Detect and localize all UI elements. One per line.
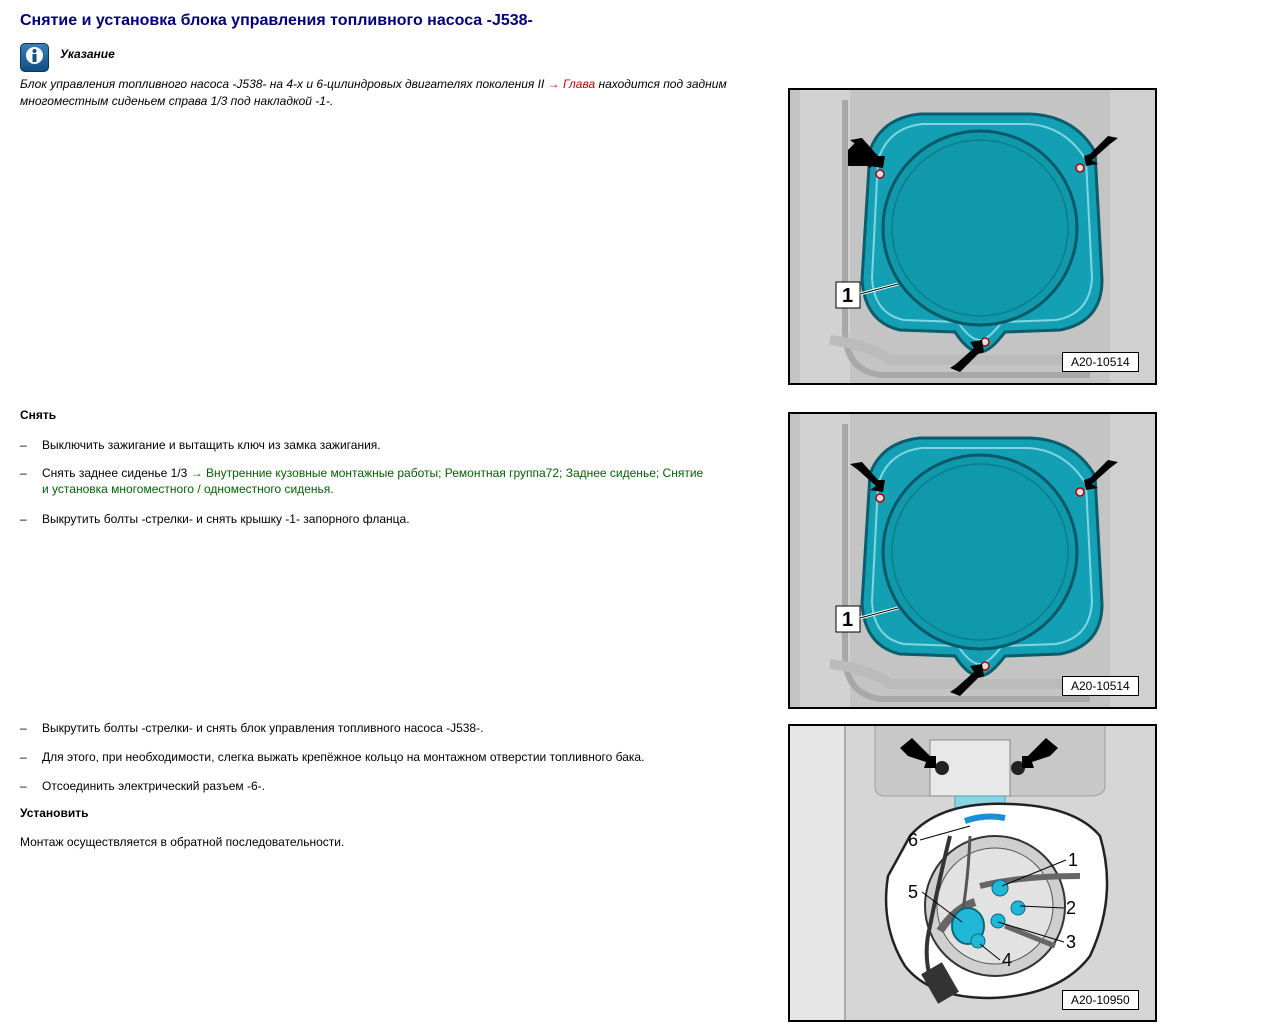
callout-1: 1 xyxy=(1068,850,1079,870)
install-text: Монтаж осуществляется в обратной последовательности. xyxy=(20,835,345,849)
callout-4: 4 xyxy=(1002,950,1013,970)
callout-3: 3 xyxy=(1066,932,1077,952)
figure-label: A20-10950 xyxy=(1062,990,1139,1010)
note-label: Указание xyxy=(60,47,115,61)
callout-2: 2 xyxy=(1066,898,1077,918)
seat-removal-link-cont[interactable]: и установка многоместного / одноместного сиденья. xyxy=(42,482,334,496)
remove-heading: Снять xyxy=(20,408,57,422)
callout-6: 6 xyxy=(908,830,919,850)
callout-1: 1 xyxy=(842,609,854,631)
figure-label: A20-10514 xyxy=(1062,352,1139,372)
figure-pump-unit xyxy=(788,724,1157,1022)
figure-cover-2 xyxy=(788,412,1157,709)
seat-removal-link[interactable]: → Внутренние кузовные монтажные работы; Ремонтная группа72; Заднее сиденье; Снятие xyxy=(190,466,704,480)
callout-1: 1 xyxy=(842,285,854,307)
install-heading: Установить xyxy=(20,806,89,820)
figure-label: A20-10514 xyxy=(1062,676,1139,696)
page-title: Снятие и установка блока управления топливного насоса -J538- xyxy=(20,12,533,29)
note-text: Блок управления топливного насоса -J538- на 4-х и 6-цилиндровых двигателях поколения II → Глава находится под задним многоместным сиденьем справа 1/3 под накладкой -1-. xyxy=(20,77,727,108)
info-icon xyxy=(20,43,49,72)
figure-cover-1 xyxy=(788,88,1157,385)
chapter-link[interactable]: → Глава xyxy=(547,77,596,91)
callout-5: 5 xyxy=(908,882,919,902)
list-item: – Снять заднее сиденье 1/3 → Внутренние кузовные монтажные работы; Ремонтная группа72; Заднее сиденье; Снятие и установка многоместного / одноместного сиденья. xyxy=(20,466,704,496)
